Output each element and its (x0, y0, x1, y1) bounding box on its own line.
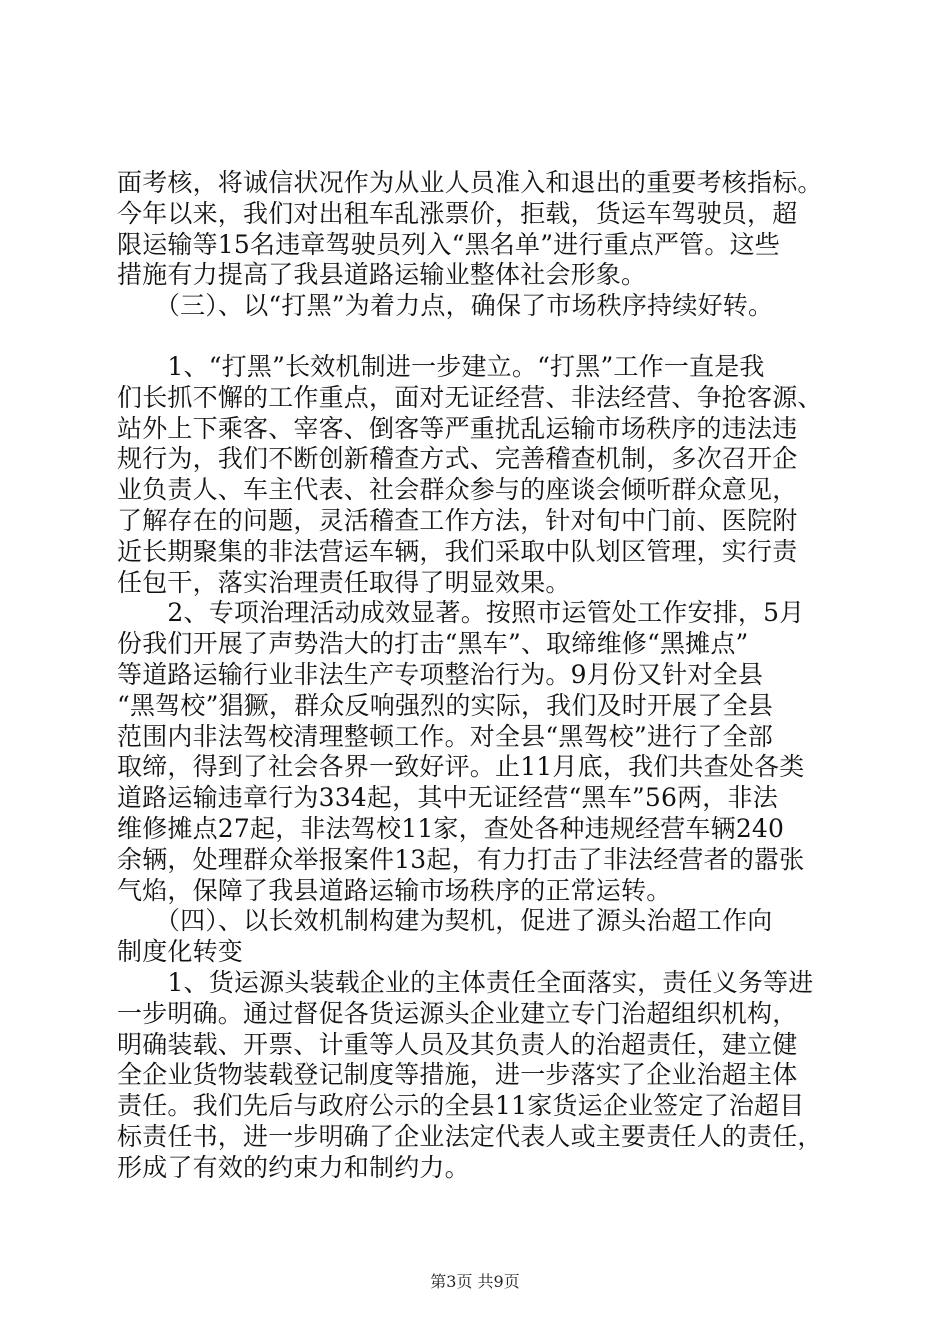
text-line: 全企业货物装载登记制度等措施，进一步落实了企业治超主体 (117, 1060, 798, 1090)
text-line: 们长抓不懈的工作重点，面对无证经营、非法经营、争抢客源、 (117, 382, 823, 412)
text-line: 范围内非法驾校清理整顿工作。对全县“黑驾校”进行了全部 (117, 721, 773, 751)
text-line: 形成了有效的约束力和制约力。 (117, 1152, 470, 1182)
text-line: 了解存在的问题，灵活稽查工作方法，针对旬中门前、医院附 (117, 505, 798, 535)
text-line: 业负责人、车主代表、社会群众参与的座谈会倾听群众意见， (117, 475, 798, 505)
text-line: 限运输等15名违章驾驶员列入“黑名单”进行重点严管。这些 (117, 229, 780, 259)
section-heading: （四）、以长效机制构建为契机，促进了源头治超工作向 (117, 906, 773, 936)
section-heading: 制度化转变 (117, 937, 244, 967)
text-line: 任包干，落实治理责任取得了明显效果。 (117, 567, 571, 597)
text-line: 今年以来，我们对出租车乱涨票价，拒载，货运车驾驶员，超 (117, 198, 798, 228)
text-line: 一步明确。通过督促各货运源头企业建立专门治超组织机构， (117, 998, 798, 1028)
text-line: 明确装载、开票、计重等人员及其负责人的治超责任，建立健 (117, 1029, 798, 1059)
text-block-bottom (117, 352, 837, 1184)
text-line: 气焰，保障了我县道路运输市场秩序的正常运转。 (117, 875, 672, 905)
text-line: 责任。我们先后与政府公示的全县11家货运企业签定了治超目 (117, 1091, 805, 1121)
section-heading: （三）、以“打黑”为着力点，确保了市场秩序持续好转。 (117, 291, 774, 321)
text-line: 近长期聚集的非法营运车辆，我们采取中队划区管理，实行责 (117, 536, 798, 566)
text-line: 道路运输违章行为334起，其中无证经营“黑车”56两，非法 (117, 783, 778, 813)
text-block-top (117, 168, 837, 322)
text-line: 份我们开展了声势浩大的打击“黑车”、取缔维修“黑摊点” (117, 629, 749, 659)
text-line: 规行为，我们不断创新稽查方式、完善稽查机制，多次召开企 (117, 444, 798, 474)
text-line: 面考核，将诚信状况作为从业人员准入和退出的重要考核指标。 (117, 168, 823, 197)
text-line: 1、“打黑”长效机制进一步建立。“打黑”工作一直是我 (117, 351, 765, 381)
text-line: “黑驾校”猖獗，群众反响强烈的实际，我们及时开展了全县 (117, 690, 773, 720)
text-line: 措施有力提高了我县道路运输业整体社会形象。 (117, 260, 647, 290)
text-line: 等道路运输行业非法生产专项整治行为。9月份又针对全县 (117, 659, 764, 689)
blank-line (117, 322, 837, 352)
text-line: 标责任书，进一步明确了企业法定代表人或主要责任人的责任， (117, 1121, 823, 1151)
document-body (117, 168, 837, 1184)
text-line: 余辆，处理群众举报案件13起，有力打击了非法经营者的嚣张 (117, 844, 805, 874)
text-line: 1、货运源头装载企业的主体责任全面落实，责任义务等进 (117, 967, 814, 997)
text-line: 站外上下乘客、宰客、倒客等严重扰乱运输市场秩序的违法违 (117, 413, 798, 443)
page-number: 第3页 共9页 (430, 1272, 520, 1291)
text-line: 2、专项治理活动成效显著。按照市运管处工作安排，5月 (117, 598, 805, 628)
text-line: 维修摊点27起，非法驾校11家，查处各种违规经营车辆240 (117, 813, 785, 843)
text-line: 取缔，得到了社会各界一致好评。止11月底，我们共查处各类 (117, 752, 805, 782)
